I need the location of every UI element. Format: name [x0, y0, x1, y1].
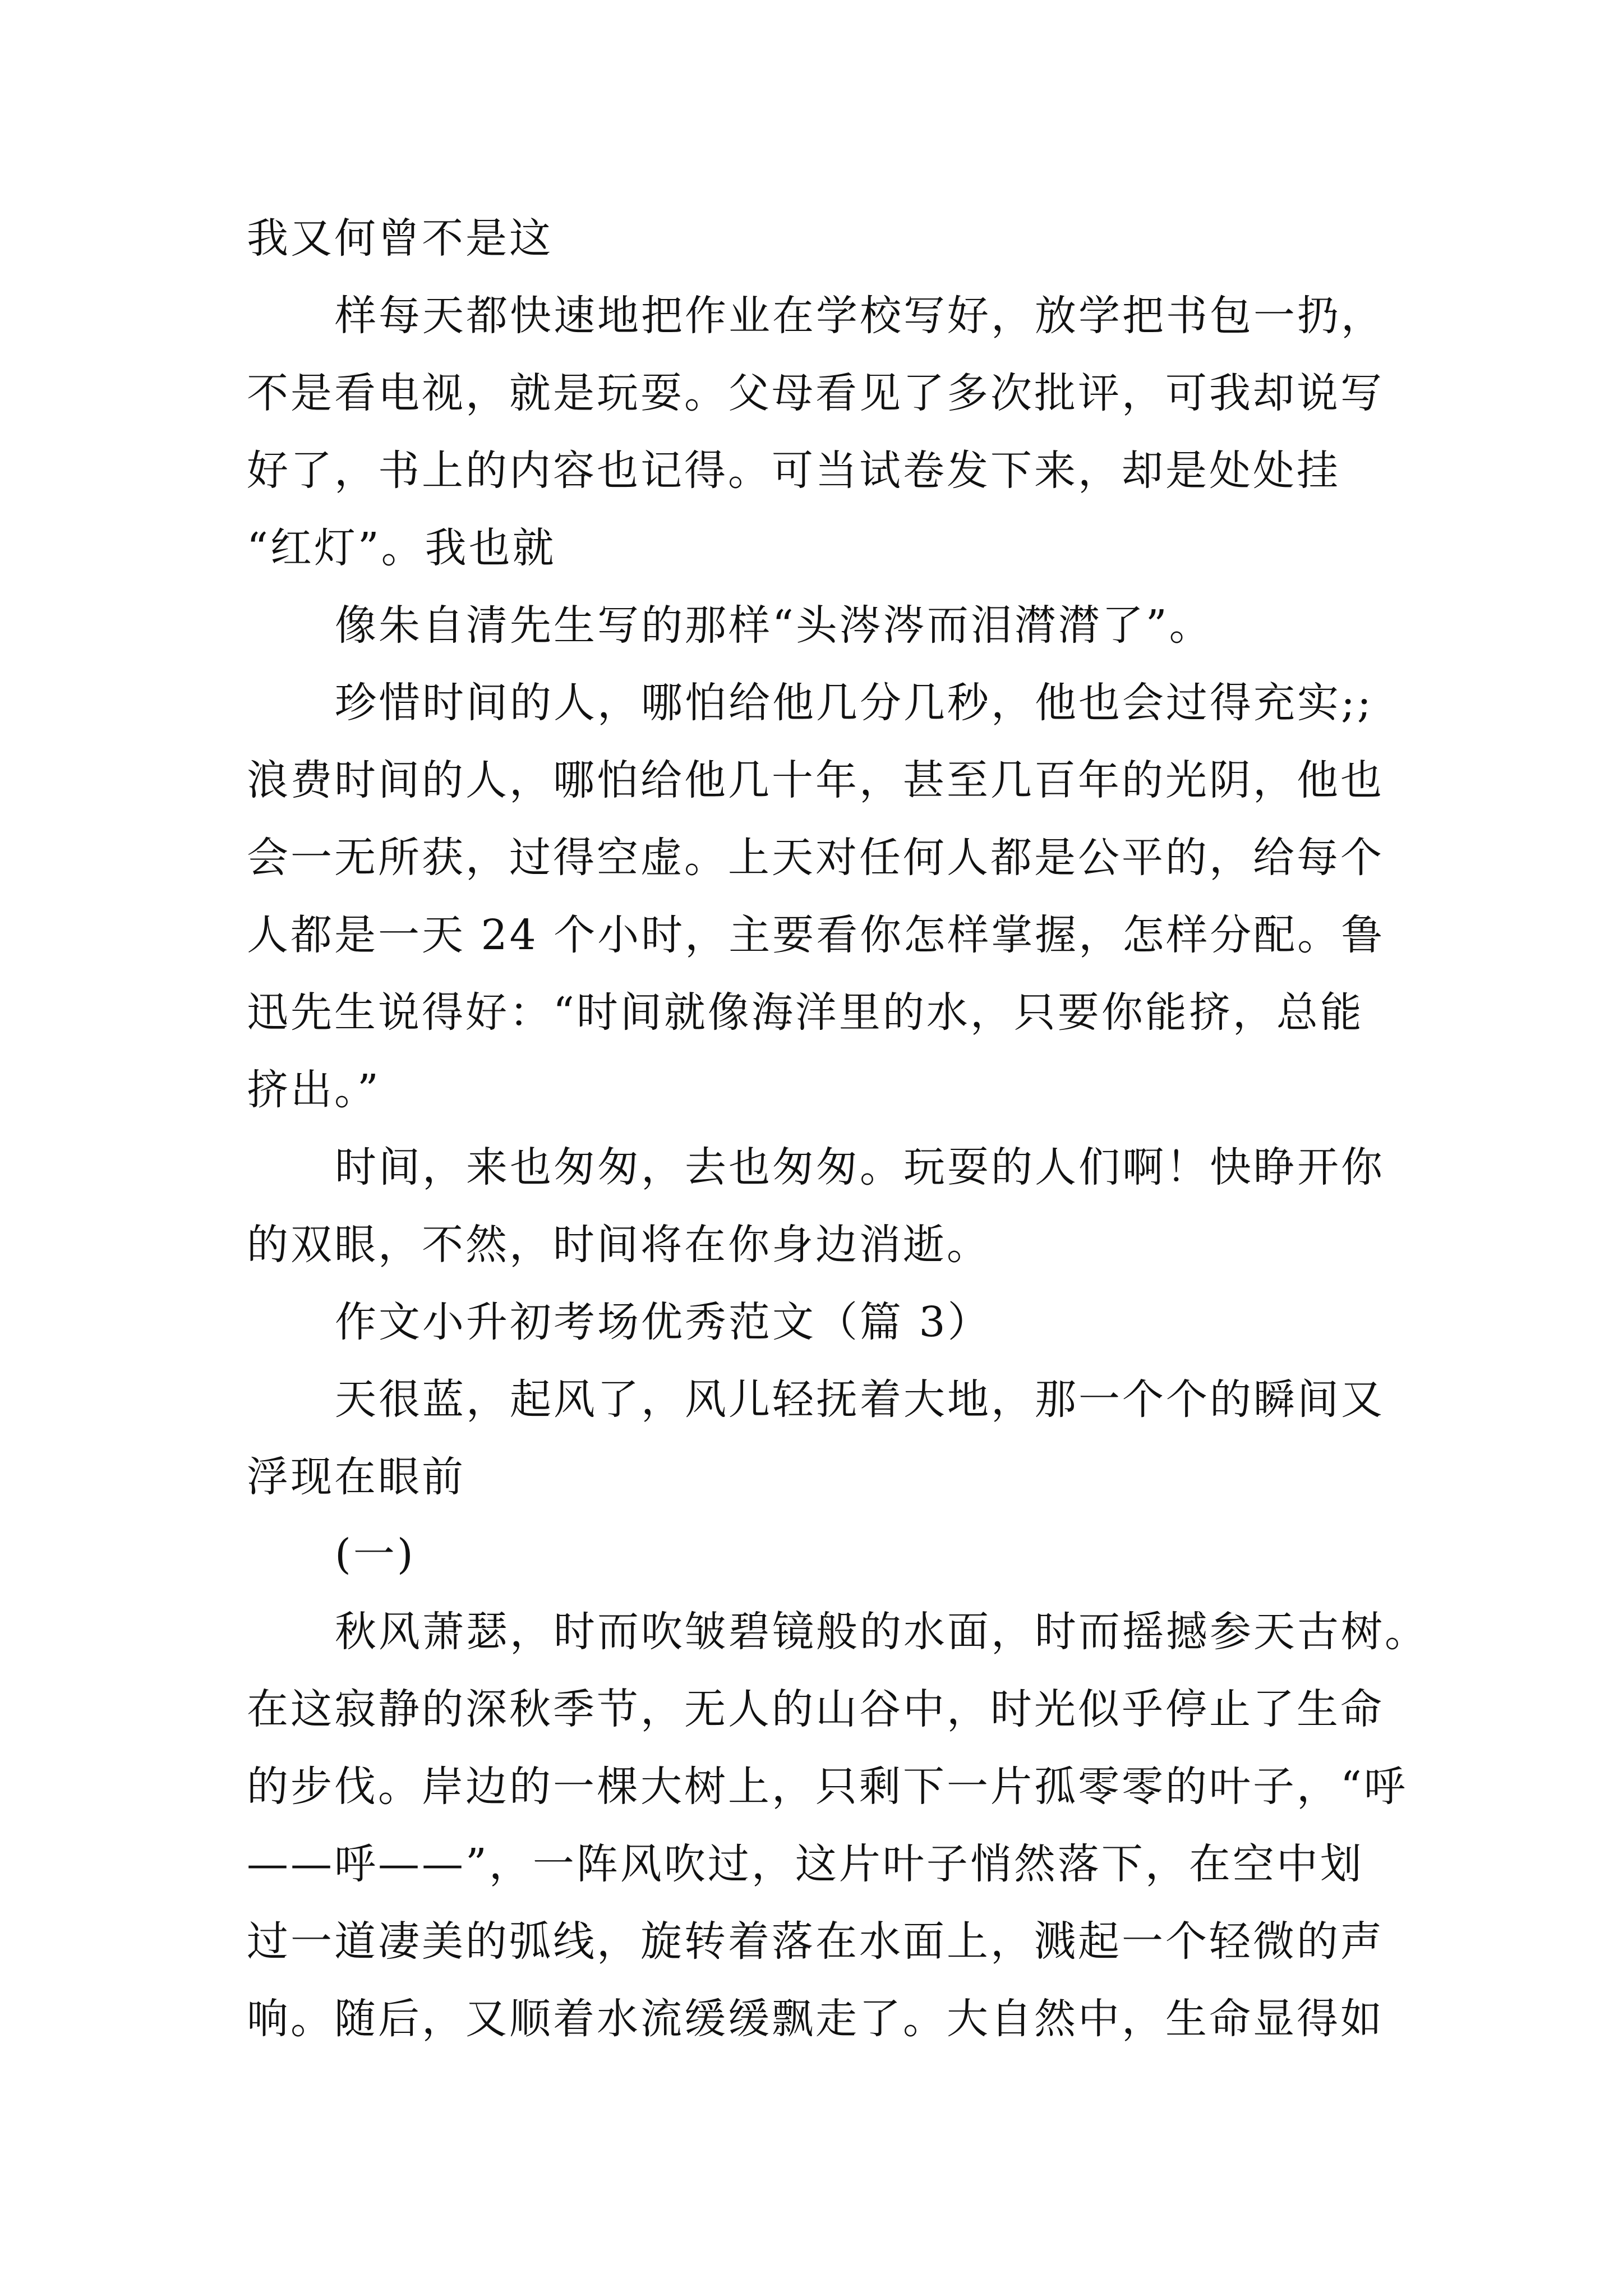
text-line: 不是看电视，就是玩耍。父母看见了多次批评，可我却说写	[247, 369, 1384, 417]
text-line: 浮现在眼前	[247, 1453, 465, 1501]
text-line: 好了，书上的内容也记得。可当试卷发下来，却是处处挂	[247, 447, 1340, 495]
text-line: 的双眼，不然，时间将在你身边消逝。	[247, 1221, 990, 1269]
text-line: 的步伐。岸边的一棵大树上，只剩下一片孤零零的叶子，“呼	[247, 1763, 1408, 1811]
text-line: 会一无所获，过得空虚。上天对任何人都是公平的，给每个	[247, 834, 1384, 882]
section-heading: 作文小升初考场优秀范文（篇 3）	[335, 1298, 992, 1346]
text-line: 珍惜时间的人，哪怕给他几分几秒，他也会过得充实;;	[335, 679, 1373, 727]
text-line: 响。随后，又顺着水流缓缓飘走了。大自然中，生命显得如	[247, 1995, 1384, 2043]
text-line: 过一道凄美的弧线，旋转着落在水面上，溅起一个轻微的声	[247, 1917, 1384, 1966]
text-line: 我又何曾不是这	[247, 214, 553, 263]
text-line: 秋风萧瑟，时而吹皱碧镜般的水面，时而摇撼参天古树。	[335, 1608, 1428, 1656]
text-line: 迅先生说得好：“时间就像海洋里的水，只要你能挤，总能	[247, 988, 1364, 1037]
text-line: “红灯”。我也就	[247, 524, 556, 572]
text-line: ——呼——”，一阵风吹过，这片叶子悄然落下，在空中划	[247, 1840, 1364, 1888]
text-line: 浪费时间的人，哪怕给他几十年，甚至几百年的光阴，他也	[247, 756, 1384, 804]
text-line: 时间，来也匆匆，去也匆匆。玩耍的人们啊！快睁开你	[335, 1143, 1385, 1191]
text-line: 在这寂静的深秋季节，无人的山谷中，时光似乎停止了生命	[247, 1685, 1384, 1733]
text-line: 样每天都快速地把作业在学校写好，放学把书包一扔，	[335, 292, 1385, 340]
text-line: 人都是一天 24 个小时，主要看你怎样掌握，怎样分配。鲁	[247, 911, 1385, 959]
text-line: 挤出。”	[247, 1066, 381, 1114]
text-line: 像朱自清先生写的那样“头涔涔而泪潸潸了”。	[335, 601, 1213, 650]
text-line: 天很蓝，起风了，风儿轻抚着大地，那一个个的瞬间又	[335, 1375, 1385, 1424]
subsection-marker: (一)	[335, 1530, 416, 1579]
